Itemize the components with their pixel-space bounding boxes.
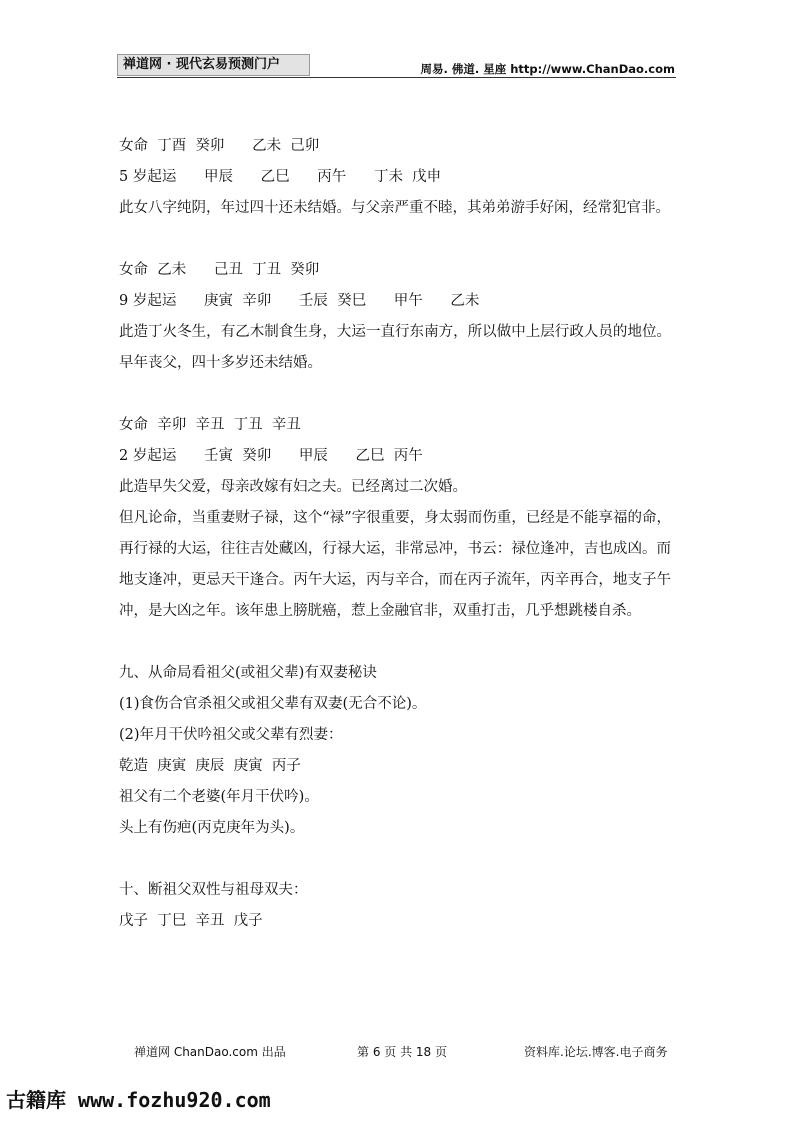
chart-line: 女命 丁酉 癸卯 乙未 己卯	[119, 138, 320, 154]
paragraph: 此造早失父爱，母亲改嫁有妇之夫。已经离过二次婚。	[119, 479, 467, 495]
header-divider	[117, 77, 676, 78]
section-heading: 十、断祖父双性与祖母双夫：	[119, 882, 308, 898]
section-heading: 九、从命局看祖父(或祖父辈)有双妻秘诀	[119, 665, 377, 681]
footer-services: 资料库.论坛.博客.电子商务	[524, 1045, 668, 1059]
rule-item: (2)年月干伏吟祖父或父辈有烈妻：	[119, 727, 343, 743]
spacer	[119, 844, 671, 875]
chart-line: 乾造 庚寅 庚辰 庚寅 丙子	[119, 758, 301, 774]
text-line: 头上有伤疤(丙克庚年为头)。	[119, 820, 305, 836]
spacer	[119, 627, 671, 658]
luck-cycle-line: 9 岁起运 庚寅 辛卯 壬辰 癸巳 甲午 乙未	[119, 293, 480, 309]
footer-publisher: 禅道网 ChanDao.com 出品	[134, 1045, 286, 1059]
chart-line: 戊子 丁巳 辛丑 戊子	[119, 913, 263, 929]
spacer	[119, 379, 671, 410]
paragraph: 但凡论命，当重妻财子禄，这个“禄”字很重要，身太弱而伤重，已经是不能享福的命，再行禄的大运，往往吉处藏凶，行禄大运，非常忌冲，书云：禄位逢冲，吉也成凶。而地支逢冲，更忌天干逢合。丙午大运，丙与辛合，而在丙子流年，丙辛再合，地支子午冲，是大凶之年。该年患上膀胱癌，惹上金融官非，双重打击，几乎想跳楼自杀。	[119, 510, 671, 619]
spacer	[119, 224, 671, 255]
header-site-tagline: 周易. 佛道. 星座 http://www.ChanDao.com	[420, 62, 675, 76]
site-logo: 禅道网 · 现代玄易预测门户	[117, 54, 310, 76]
luck-cycle-line: 2 岁起运 壬寅 癸卯 甲辰 乙巳 丙午	[119, 448, 423, 464]
text-line: 祖父有二个老婆(年月干伏吟)。	[119, 789, 319, 805]
chart-line: 女命 辛卯 辛丑 丁丑 辛丑	[119, 417, 301, 433]
paragraph: 此女八字纯阴，年过四十还未结婚。与父亲严重不睦，其弟弟游手好闲，经常犯官非。	[119, 200, 670, 216]
chart-line: 女命 乙未 己丑 丁丑 癸卯	[119, 262, 320, 278]
document-body	[119, 131, 671, 937]
watermark-text: 古籍库 www.fozhu920.com	[6, 1088, 271, 1112]
page-number: 第 6 页 共 18 页	[357, 1045, 447, 1059]
page-footer	[0, 1043, 793, 1063]
rule-item: (1)食伤合官杀祖父或祖父辈有双妻(无合不论)。	[119, 696, 427, 712]
luck-cycle-line: 5 岁起运 甲辰 乙巳 丙午 丁未 戊申	[119, 169, 442, 185]
paragraph: 此造丁火冬生，有乙木制食生身，大运一直行东南方，所以做中上层行政人员的地位。早年丧父，四十多岁还未结婚。	[119, 324, 671, 371]
